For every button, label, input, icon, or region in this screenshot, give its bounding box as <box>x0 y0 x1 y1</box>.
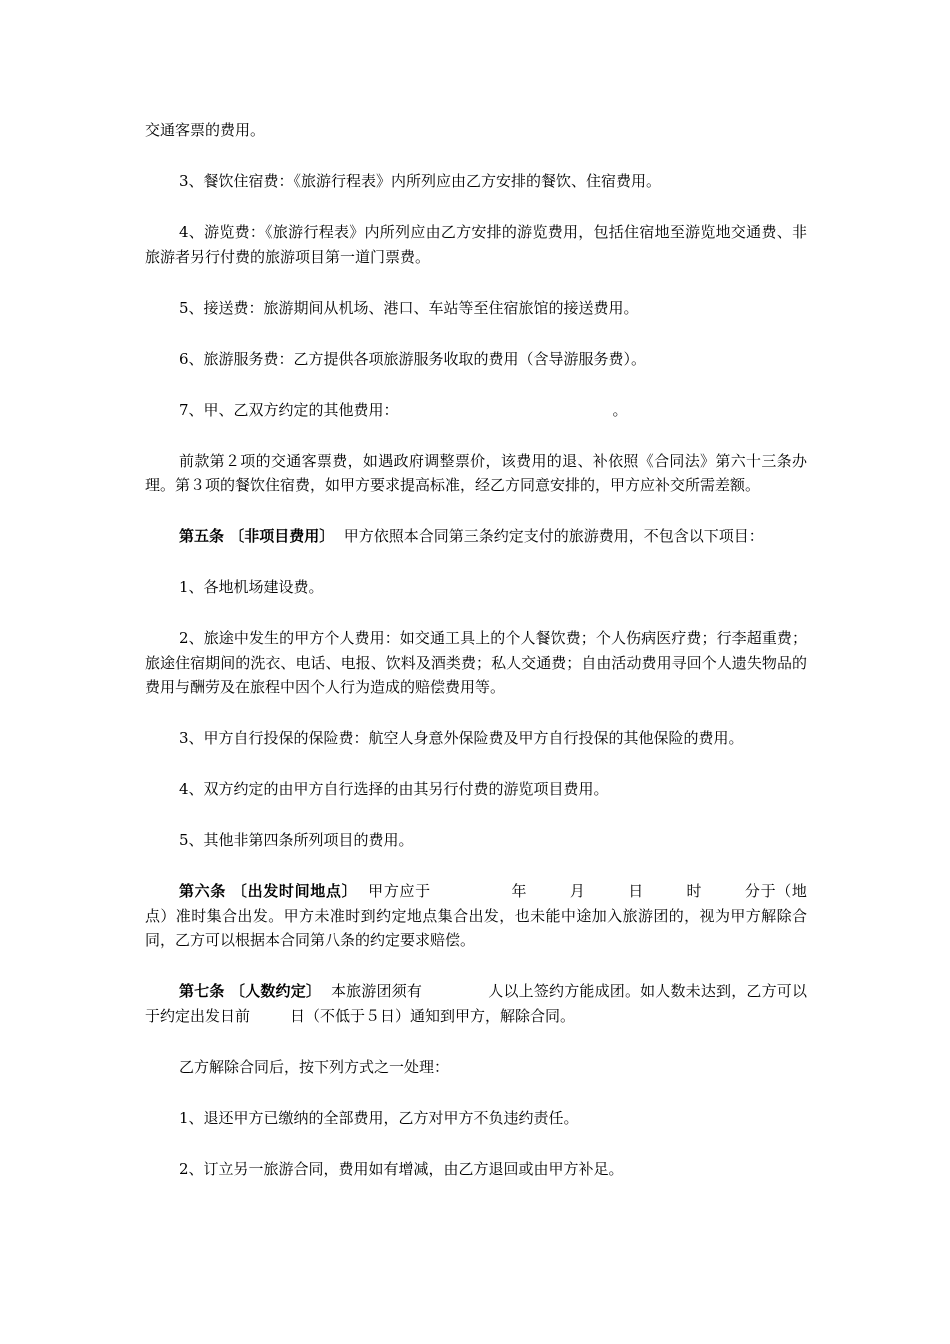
paragraph-transfer-fee: 5、接送费：旅游期间从机场、港口、车站等至住宿旅馆的接送费用。 <box>179 298 639 317</box>
departure-hour-label: 时 <box>685 882 703 900</box>
paragraph-other-fees <box>145 398 807 423</box>
departure-minute-label: 分于 <box>744 882 777 900</box>
article-6-text-a: 甲方应于 <box>368 882 431 900</box>
paragraph-meal-lodging-fee: 3、餐饮住宿费：《旅游行程表》内所列应由乙方安排的餐饮、住宿费用。 <box>179 172 662 190</box>
article-5-intro <box>145 524 807 549</box>
article-7 <box>145 979 807 1028</box>
paragraph-price-adjustment: 前款第２项的交通客票费，如遇政府调整票价，该费用的退、补依照《合同法》第六十三条办理。第３项的餐饮住宿费，如甲方要求提高标准，经乙方同意安排的，甲方应补交所需差额。 <box>145 451 807 494</box>
paragraph-cancellation-handling: 乙方解除合同后，按下列方式之一处理： <box>179 1057 450 1076</box>
paragraph-airport-fee: 1、各地机场建设费。 <box>179 578 324 596</box>
article-6 <box>145 879 807 953</box>
article-7-text-a: 本旅游团须有 <box>330 982 423 1000</box>
paragraph-personal-expenses: 2、旅途中发生的甲方个人费用：如交通工具上的个人餐饮费；个人伤病医疗费；行李超重费；旅途住宿期间的洗衣、电话、电报、饮料及酒类费；私人交通费；自由活动费用寻回个人遗失物品的费用与酬劳及在旅程中因个人行为造成的赔偿费用等。 <box>145 629 807 696</box>
contract-text <box>145 118 807 1208</box>
paragraph-full-refund: 1、退还甲方已缴纳的全部费用，乙方对甲方不负违约责任。 <box>179 1108 579 1127</box>
departure-year-label: 年 <box>510 882 528 900</box>
paragraph-optional-items: 4、双方约定的由甲方自行选择的由其另行付费的游览项目费用。 <box>179 780 609 798</box>
article-6-heading: 第六条 〔出发时间地点〕 <box>179 882 358 900</box>
paragraph-transport-fee-end: 交通客票的费用。 <box>145 121 266 139</box>
article-5-text: 甲方依照本合同第三条约定支付的旅游费用，不包含以下项目： <box>343 527 764 545</box>
paragraph-new-contract: 2、订立另一旅游合同，费用如有增减，由乙方退回或由甲方补足。 <box>179 1159 624 1178</box>
article-6-text-b: （地点）准时集合出发。甲方未准时到约定地点集合出发，也未能中途加入旅游团的，视为甲方解除合同，乙方可以根据本合同第八条的约定要求赔偿。 <box>145 882 807 949</box>
article-7-text-b: 人以上签约方能成团。如人数未达到，乙方可以于约定出发日前 <box>145 982 807 1025</box>
other-fees-label: 7、甲、乙双方约定的其他费用： <box>179 400 399 419</box>
article-7-text-c: 日（不低于５日）通知到甲方，解除合同。 <box>290 1006 576 1025</box>
departure-month-label: 月 <box>569 882 586 900</box>
paragraph-insurance-fee: 3、甲方自行投保的保险费：航空人身意外保险费及甲方自行投保的其他保险的费用。 <box>179 729 744 747</box>
departure-day-label: 日 <box>627 882 644 900</box>
other-fees-end: 。 <box>612 400 628 419</box>
paragraph-service-fee: 6、旅游服务费：乙方提供各项旅游服务收取的费用（含导游服务费）。 <box>179 349 647 368</box>
paragraph-other-non-items: 5、其他非第四条所列项目的费用。 <box>179 831 414 849</box>
article-5-heading: 第五条 〔非项目费用〕 <box>179 527 335 545</box>
article-7-heading: 第七条 〔人数约定〕 <box>179 982 322 1000</box>
paragraph-sightseeing-fee: 4、游览费：《旅游行程表》内所列应由乙方安排的游览费用，包括住宿地至游览地交通费、非旅游者另行付费的旅游项目第一道门票费。 <box>145 223 807 266</box>
